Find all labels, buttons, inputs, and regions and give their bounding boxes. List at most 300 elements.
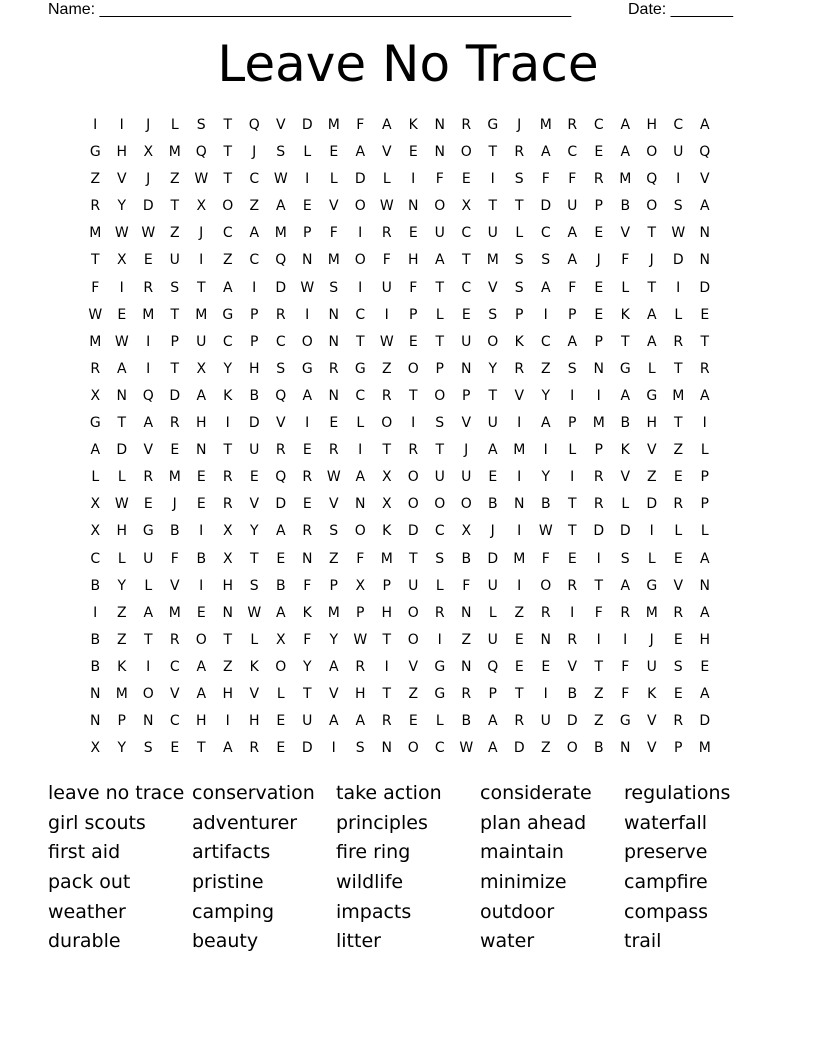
grid-letter: V <box>275 415 286 432</box>
grid-letter: J <box>490 523 495 540</box>
grid-letter: T <box>143 631 153 648</box>
grid-letter: N <box>196 442 207 459</box>
grid-letter: D <box>275 496 287 513</box>
grid-letter: I <box>676 279 681 296</box>
grid-letter: M <box>619 171 632 188</box>
grid-letter: A <box>646 306 657 323</box>
grid-letter: T <box>488 387 498 404</box>
grid-letter: M <box>168 604 181 621</box>
grid-letter: R <box>249 740 260 757</box>
grid-letter: P <box>674 740 683 757</box>
grid-letter: Q <box>195 144 207 161</box>
grid-letter: E <box>408 333 418 350</box>
grid-letter: U <box>434 225 445 242</box>
word-bank-item: adventurer <box>192 811 298 834</box>
grid-letter: I <box>119 279 124 296</box>
grid-letter: A <box>620 387 631 404</box>
grid-letter: I <box>199 577 204 594</box>
grid-letter: I <box>517 523 522 540</box>
grid-letter: U <box>646 658 657 675</box>
grid-letter: N <box>328 387 339 404</box>
grid-letter: Z <box>646 469 657 486</box>
grid-letter: W <box>114 225 129 242</box>
grid-letter: T <box>170 198 180 215</box>
grid-letter: U <box>143 550 154 567</box>
word-bank-item: campfire <box>624 871 708 894</box>
word-bank-item: camping <box>192 900 275 923</box>
grid-letter: D <box>354 171 366 188</box>
grid-letter: H <box>116 523 128 540</box>
grid-letter: F <box>303 577 312 594</box>
grid-letter: E <box>302 496 312 513</box>
grid-letter: I <box>623 631 628 648</box>
grid-letter: K <box>620 442 630 459</box>
grid-letter: A <box>355 713 366 730</box>
grid-letter: P <box>700 469 709 486</box>
grid-letter: J <box>199 225 204 242</box>
grid-letter: B <box>169 523 180 540</box>
grid-letter: O <box>142 685 154 702</box>
grid-letter: C <box>434 523 445 540</box>
grid-letter: P <box>462 387 471 404</box>
grid-letter: V <box>143 442 154 459</box>
grid-row <box>82 735 734 762</box>
grid-letter: B <box>487 496 498 513</box>
grid-letter: O <box>646 198 658 215</box>
grid-letter: S <box>567 360 577 377</box>
grid-letter: G <box>222 306 234 323</box>
grid-letter: I <box>490 171 495 188</box>
grid-letter: L <box>647 550 656 567</box>
word-bank-item: minimize <box>480 871 567 894</box>
word-bank-item: waterfall <box>624 811 708 834</box>
grid-letter: R <box>620 604 631 621</box>
grid-letter: U <box>567 198 578 215</box>
grid-letter: V <box>381 144 392 161</box>
grid-letter: E <box>196 469 206 486</box>
grid-letter: I <box>543 306 548 323</box>
word-bank-item: regulations <box>624 782 731 804</box>
grid-letter: X <box>355 577 366 594</box>
grid-letter: A <box>434 252 445 269</box>
grid-letter: F <box>621 252 630 269</box>
grid-letter: E <box>514 631 524 648</box>
grid-letter: J <box>649 252 654 269</box>
grid-letter: D <box>169 387 181 404</box>
name-field[interactable]: Name: _____________________________________________________ <box>48 1 572 18</box>
grid-letter: T <box>673 415 683 432</box>
word-bank <box>48 779 768 957</box>
grid-letter: D <box>407 523 419 540</box>
grid-letter: A <box>275 198 286 215</box>
grid-row <box>82 166 734 193</box>
grid-letter: F <box>409 279 418 296</box>
grid-letter: B <box>90 577 101 594</box>
grid-letter: P <box>594 442 603 459</box>
grid-letter: S <box>514 279 524 296</box>
grid-letter: F <box>541 550 550 567</box>
grid-letter: C <box>434 740 445 757</box>
grid-letter: L <box>435 306 444 323</box>
grid-letter: M <box>513 442 526 459</box>
grid-letter: V <box>646 442 657 459</box>
grid-letter: T <box>302 685 312 702</box>
grid-letter: O <box>407 740 419 757</box>
grid-letter: R <box>169 631 180 648</box>
grid-letter: U <box>302 713 313 730</box>
grid-letter: Z <box>381 360 392 377</box>
grid-letter: Y <box>117 198 127 215</box>
grid-letter: L <box>621 279 630 296</box>
grid-letter: P <box>488 685 497 702</box>
grid-letter: H <box>699 631 711 648</box>
grid-letter: A <box>487 442 498 459</box>
grid-letter: U <box>487 225 498 242</box>
grid-letter: N <box>408 198 419 215</box>
word-bank-row <box>48 868 768 898</box>
grid-letter: L <box>621 496 630 513</box>
grid-letter: A <box>222 740 233 757</box>
grid-letter: X <box>381 496 392 513</box>
grid-letter: Y <box>329 631 339 648</box>
grid-letter: R <box>567 631 578 648</box>
word-bank-item: preserve <box>624 841 708 864</box>
grid-letter: H <box>248 713 260 730</box>
grid-letter: P <box>568 415 577 432</box>
word-bank-row <box>48 809 768 839</box>
word-bank-row <box>48 779 768 809</box>
grid-letter: L <box>568 442 577 459</box>
grid-letter: T <box>514 198 524 215</box>
grid-letter: R <box>222 469 233 486</box>
grid-row <box>82 654 734 681</box>
grid-letter: S <box>196 117 206 133</box>
word-bank-row <box>48 927 768 957</box>
grid-letter: V <box>328 685 339 702</box>
grid-letter: T <box>223 117 233 133</box>
grid-letter: T <box>488 144 498 161</box>
grid-letter: H <box>222 577 234 594</box>
grid-letter: A <box>328 713 339 730</box>
grid-letter: V <box>275 117 286 133</box>
grid-letter: U <box>461 333 472 350</box>
grid-letter: O <box>646 144 658 161</box>
grid-letter: S <box>673 198 683 215</box>
grid-letter: E <box>461 306 471 323</box>
grid-letter: M <box>486 252 499 269</box>
grid-row <box>82 491 734 518</box>
grid-letter: C <box>222 225 233 242</box>
grid-letter: E <box>461 171 471 188</box>
grid-letter: N <box>90 713 101 730</box>
grid-letter: V <box>116 171 127 188</box>
grid-letter: R <box>408 442 419 459</box>
grid-letter: L <box>382 171 391 188</box>
grid-letter: E <box>302 198 312 215</box>
grid-letter: T <box>435 333 445 350</box>
grid-letter: P <box>170 333 179 350</box>
grid-letter: E <box>117 306 127 323</box>
grid-letter: V <box>487 279 498 296</box>
grid-letter: W <box>538 523 553 540</box>
grid-letter: K <box>620 306 630 323</box>
grid-letter: A <box>196 658 207 675</box>
grid-letter: S <box>541 252 551 269</box>
grid-letter: J <box>596 252 601 269</box>
grid-row <box>82 708 734 735</box>
grid-letter: S <box>329 279 339 296</box>
grid-letter: F <box>356 550 365 567</box>
grid-letter: A <box>90 442 101 459</box>
grid-letter: M <box>142 306 155 323</box>
grid-row <box>82 220 734 247</box>
grid-letter: F <box>329 225 338 242</box>
grid-letter: P <box>250 333 259 350</box>
grid-letter: T <box>700 333 710 350</box>
grid-letter: O <box>275 658 287 675</box>
grid-letter: J <box>252 144 257 161</box>
grid-letter: Z <box>540 740 551 757</box>
grid-letter: U <box>434 469 445 486</box>
grid-letter: V <box>646 740 657 757</box>
grid-letter: D <box>487 550 499 567</box>
grid-letter: H <box>646 415 658 432</box>
grid-letter: L <box>356 415 365 432</box>
grid-row <box>82 410 734 437</box>
grid-letter: X <box>90 523 101 540</box>
grid-letter: Q <box>275 252 287 269</box>
grid-row <box>82 302 734 329</box>
grid-letter: S <box>170 279 180 296</box>
grid-letter: V <box>620 225 631 242</box>
grid-letter: F <box>91 279 100 296</box>
grid-letter: A <box>302 387 313 404</box>
grid-letter: A <box>540 279 551 296</box>
grid-letter: Z <box>249 198 260 215</box>
grid-letter: X <box>461 523 472 540</box>
grid-letter: A <box>620 144 631 161</box>
grid-letter: A <box>699 685 710 702</box>
grid-letter: M <box>89 333 102 350</box>
grid-letter: J <box>172 496 177 513</box>
grid-letter: C <box>355 387 366 404</box>
grid-letter: D <box>646 496 658 513</box>
grid-letter: I <box>93 604 98 621</box>
grid-letter: C <box>90 550 101 567</box>
grid-letter: F <box>621 685 630 702</box>
grid-letter: J <box>464 442 469 459</box>
grid-letter: P <box>594 333 603 350</box>
grid-letter: L <box>515 225 524 242</box>
grid-letter: R <box>514 360 525 377</box>
grid-letter: E <box>514 658 524 675</box>
grid-letter: R <box>143 279 154 296</box>
word-bank-item: maintain <box>480 841 564 864</box>
grid-letter: I <box>517 415 522 432</box>
grid-letter: H <box>646 117 658 133</box>
grid-letter: L <box>700 442 709 459</box>
grid-letter: U <box>196 333 207 350</box>
grid-letter: T <box>408 550 418 567</box>
grid-letter: Y <box>302 658 312 675</box>
grid-letter: I <box>225 415 230 432</box>
grid-letter: S <box>249 577 259 594</box>
grid-letter: T <box>435 279 445 296</box>
grid-letter: C <box>222 333 233 350</box>
grid-letter: T <box>223 442 233 459</box>
grid-letter: R <box>673 333 684 350</box>
grid-letter: A <box>249 225 260 242</box>
word-bank-item: durable <box>48 930 121 953</box>
grid-letter: J <box>146 117 151 133</box>
grid-letter: M <box>592 415 605 432</box>
grid-row <box>82 193 734 220</box>
grid-letter: I <box>411 171 416 188</box>
grid-letter: X <box>196 360 207 377</box>
grid-letter: R <box>593 469 604 486</box>
grid-letter: B <box>461 713 472 730</box>
grid-letter: T <box>196 279 206 296</box>
grid-letter: O <box>434 198 446 215</box>
grid-letter: D <box>566 713 578 730</box>
grid-letter: E <box>594 144 604 161</box>
grid-letter: A <box>540 144 551 161</box>
grid-letter: N <box>328 333 339 350</box>
grid-letter: A <box>381 117 392 133</box>
grid-letter: X <box>90 387 101 404</box>
grid-letter: P <box>594 198 603 215</box>
grid-letter: C <box>275 333 286 350</box>
grid-letter: L <box>250 631 259 648</box>
grid-letter: U <box>487 577 498 594</box>
grid-letter: S <box>435 550 445 567</box>
grid-letter: O <box>195 631 207 648</box>
grid-letter: I <box>596 550 601 567</box>
grid-row <box>82 329 734 356</box>
grid-letter: T <box>514 685 524 702</box>
grid-letter: B <box>275 577 286 594</box>
grid-letter: M <box>168 144 181 161</box>
grid-letter: T <box>594 577 604 594</box>
grid-letter: S <box>620 550 630 567</box>
grid-letter: I <box>570 604 575 621</box>
grid-letter: T <box>196 740 206 757</box>
grid-letter: E <box>673 469 683 486</box>
grid-letter: E <box>700 658 710 675</box>
grid-letter: E <box>170 740 180 757</box>
grid-letter: T <box>488 198 498 215</box>
grid-letter: B <box>461 550 472 567</box>
grid-letter: H <box>222 685 234 702</box>
grid-letter: I <box>146 360 151 377</box>
grid-letter: M <box>645 604 658 621</box>
grid-letter: L <box>435 577 444 594</box>
word-bank-item: fire ring <box>336 841 411 864</box>
grid-letter: A <box>196 387 207 404</box>
grid-letter: A <box>355 469 366 486</box>
grid-letter: Y <box>249 523 259 540</box>
grid-letter: I <box>517 469 522 486</box>
grid-letter: M <box>327 117 340 133</box>
grid-letter: G <box>434 658 446 675</box>
grid-letter: I <box>596 631 601 648</box>
grid-letter: F <box>435 171 444 188</box>
grid-letter: A <box>699 550 710 567</box>
grid-letter: N <box>90 685 101 702</box>
grid-letter: M <box>168 469 181 486</box>
grid-letter: E <box>673 550 683 567</box>
grid-letter: T <box>620 333 630 350</box>
grid-letter: O <box>407 631 419 648</box>
grid-letter: W <box>114 333 129 350</box>
grid-letter: C <box>461 279 472 296</box>
grid-letter: O <box>407 604 419 621</box>
grid-letter: L <box>303 144 312 161</box>
date-field[interactable]: Date: _______ <box>628 1 733 18</box>
grid-letter: T <box>567 523 577 540</box>
grid-letter: I <box>437 631 442 648</box>
grid-letter: P <box>356 604 365 621</box>
grid-letter: T <box>170 360 180 377</box>
grid-letter: M <box>698 740 711 757</box>
grid-letter: G <box>89 415 101 432</box>
grid-letter: N <box>620 740 631 757</box>
grid-letter: I <box>570 469 575 486</box>
grid-letter: Z <box>116 631 127 648</box>
grid-letter: M <box>672 387 685 404</box>
grid-letter: I <box>199 252 204 269</box>
grid-letter: Z <box>514 604 525 621</box>
grid-letter: N <box>514 496 525 513</box>
grid-letter: E <box>196 496 206 513</box>
grid-letter: Z <box>461 631 472 648</box>
grid-letter: P <box>515 306 524 323</box>
grid-letter: C <box>567 144 578 161</box>
grid-row <box>82 383 734 410</box>
grid-letter: R <box>275 306 286 323</box>
grid-letter: P <box>303 225 312 242</box>
grid-letter: V <box>567 658 578 675</box>
grid-letter: G <box>487 117 499 133</box>
grid-letter: F <box>568 171 577 188</box>
word-bank-item: plan ahead <box>480 811 587 834</box>
grid-letter: B <box>249 387 260 404</box>
grid-letter: E <box>408 713 418 730</box>
grid-letter: K <box>647 685 657 702</box>
grid-letter: U <box>408 577 419 594</box>
grid-letter: E <box>249 469 259 486</box>
grid-letter: O <box>487 333 499 350</box>
grid-letter: A <box>328 658 339 675</box>
grid-letter: Z <box>673 442 684 459</box>
grid-letter: I <box>570 387 575 404</box>
grid-letter: A <box>567 333 578 350</box>
grid-letter: X <box>196 198 207 215</box>
grid-letter: A <box>646 333 657 350</box>
grid-letter: C <box>249 252 260 269</box>
grid-letter: U <box>540 713 551 730</box>
grid-letter: T <box>435 442 445 459</box>
grid-row <box>82 112 734 139</box>
grid-letter: I <box>199 523 204 540</box>
grid-letter: D <box>275 279 287 296</box>
grid-letter: I <box>543 685 548 702</box>
grid-letter: I <box>517 577 522 594</box>
grid-letter: K <box>514 333 524 350</box>
grid-letter: L <box>674 306 683 323</box>
grid-letter: O <box>434 387 446 404</box>
grid-letter: T <box>408 387 418 404</box>
